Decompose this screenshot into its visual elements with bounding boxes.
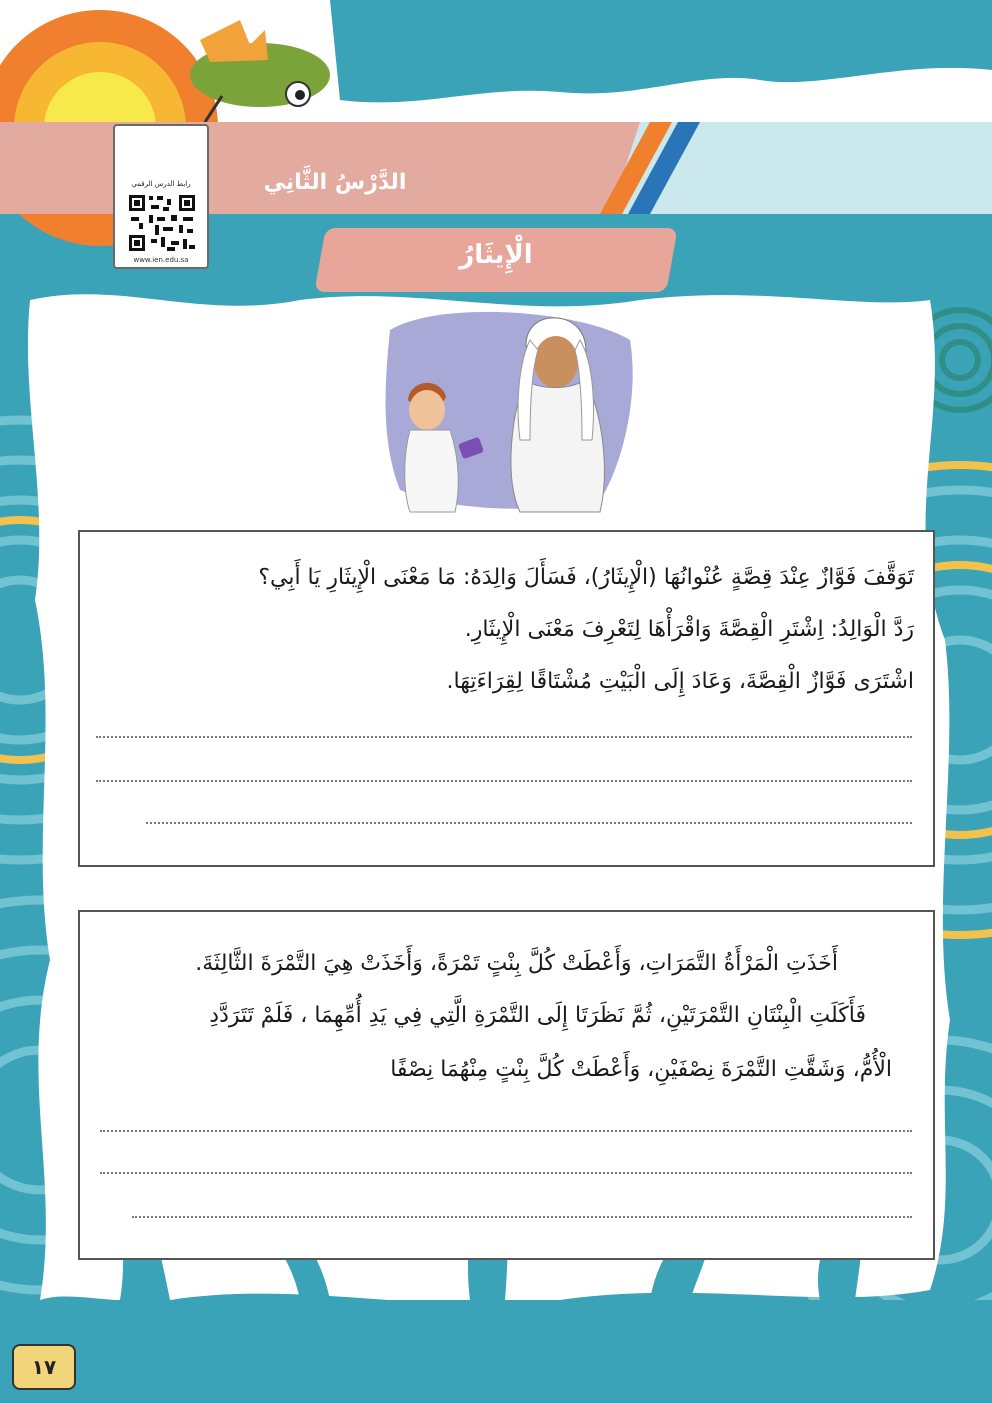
page-title: الْإِيثَارُ [459,240,533,270]
qr-title: رابط الدرس الرقمي [131,180,191,188]
passage2-line-1: أَخَذَتِ الْمَرْأَةُ التَّمَرَاتِ، وَأَعْطَتْ كُلَّ بِنْتٍ تَمْرَةً، وَأَخَذَتْ هِيَ التَّمْرَةَ الثَّالِثَةَ. [195,951,838,976]
answer-line[interactable] [96,780,912,782]
answer-line[interactable] [146,822,912,824]
passage1-line-2: رَدَّ الْوَالِدُ: اِشْتَرِ الْقِصَّةَ وَاقْرَأْهَا لِتَعْرِفَ مَعْنَى الْإِيثَارِ. [464,617,914,642]
answer-line[interactable] [100,1130,912,1132]
answer-line[interactable] [132,1216,912,1218]
father-son-illustration [380,300,640,520]
passage1-line-3: اشْتَرَى فَوَّازٌ الْقِصَّةَ، وَعَادَ إِلَى الْبَيْتِ مُشْتَاقًا لِقِرَاءَتِهَا. [446,669,914,694]
qr-card[interactable] [113,124,209,269]
qr-code-icon[interactable] [127,193,197,253]
qr-url[interactable]: www.ien.edu.sa [133,256,189,264]
passage2-line-3: الْأُمُّ، وَشَقَّتِ التَّمْرَةَ نِصْفَيْنِ، وَأَعْطَتْ كُلَّ بِنْتٍ مِنْهُمَا نِصْفًا [390,1057,892,1082]
passage2-line-2: فَأَكَلَتِ الْبِنْتَانِ التَّمْرَتَيْنِ، ثُمَّ نَظَرَتَا إِلَى التَّمْرَةِ الَّتِي فِي يَدِ أُمِّهِمَا ، فَلَمْ تَتَرَدَّدِ [209,1003,866,1028]
passage1-line-1: تَوَقَّفَ فَوَّازٌ عِنْدَ قِصَّةٍ عُنْوانُهَا (الْإِيثَارُ)، فَسَأَلَ وَالِدَهُ: مَا مَعْنَى الْإِيثَارِ يَا أَبِي؟ [258,565,914,590]
answer-line[interactable] [96,736,912,738]
lesson-label: الدَّرْسُ الثَّانِي [263,170,407,195]
page-number: ١٧ [12,1344,76,1390]
answer-line[interactable] [100,1172,912,1174]
